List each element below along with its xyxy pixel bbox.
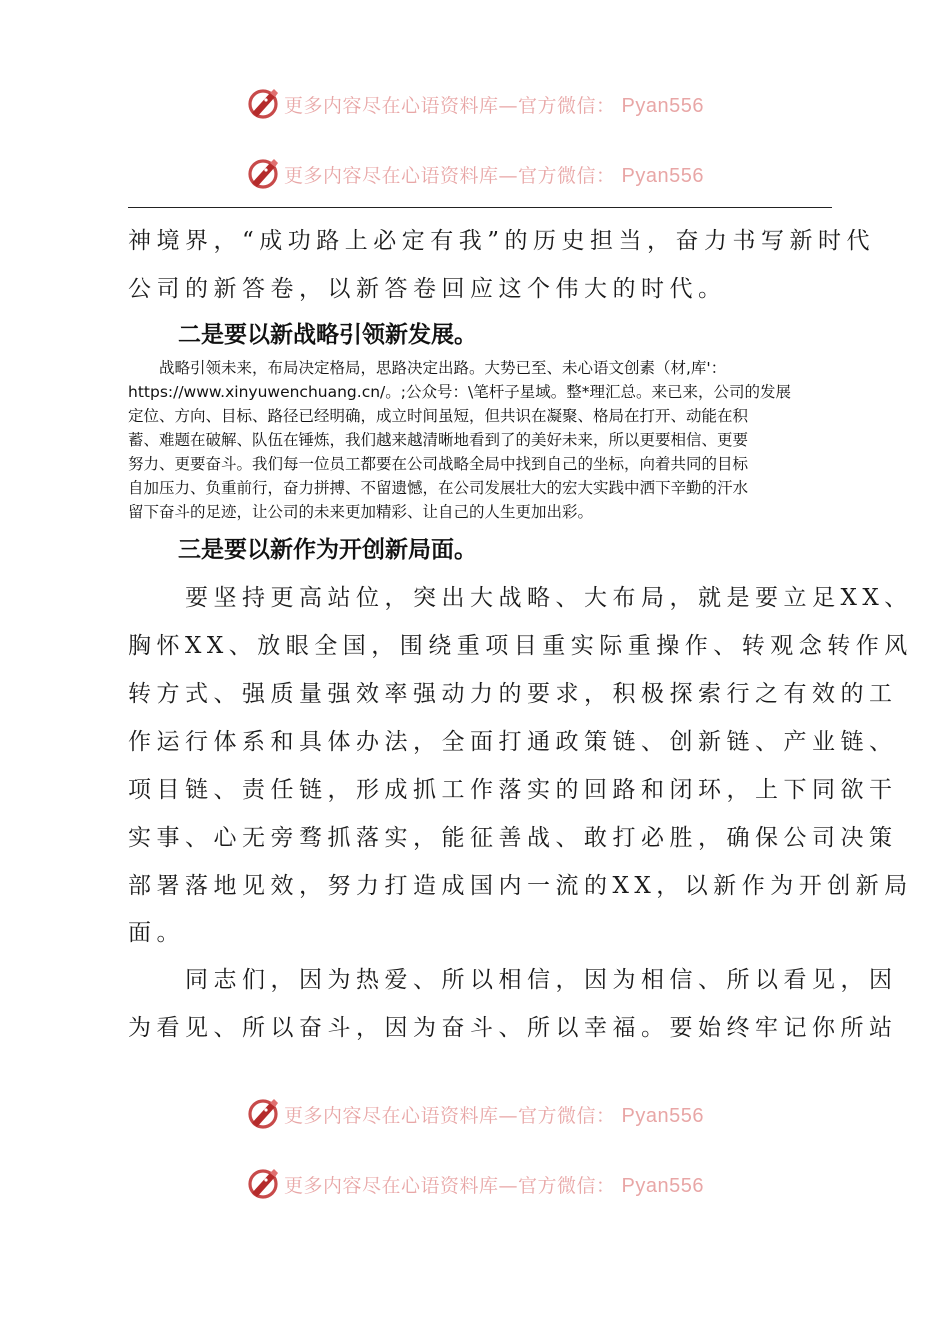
paragraph-line: 蓄、难题在破解、队伍在锤炼，我们越来越清晰地看到了的美好未来，所以更要相信、更要 [128,431,749,449]
paragraph-line: 自加压力、负重前行，奋力拼搏、不留遗憾，在公司发展壮大的宏大实践中洒下辛勤的汗水 [128,479,749,497]
paragraph-line: 战略引领未来，布局决定格局，思路决定出路。大势已至、未心语文创素（材,库'： [128,359,727,377]
paragraph-line: 神境界，“成功路上必定有我”的历史担当，奋力书写新时代 [128,228,876,254]
paragraph-line: 作运行体系和具体办法，全面打通政策链、创新链、产业链、 [128,729,898,755]
wechat-id: Pyan556 [621,1174,704,1197]
watermark-banner [0,82,950,126]
header-divider [128,207,832,208]
wechat-id: Pyan556 [621,94,704,117]
watermark-banner [0,1162,950,1206]
watermark-text: 更多内容尽在心语资料库—官方微信： Pyan556 [284,1104,704,1127]
paragraph-line: 面。 [128,920,185,946]
wechat-id: Pyan556 [621,1104,704,1127]
paragraph-line: 同志们，因为热爱、所以相信，因为相信、所以看见，因 [128,967,898,993]
paragraph-line: 努力、更要奋斗。我们每一位员工都要在公司战略全局中找到自己的坐标，向着共同的目标 [128,455,749,473]
paragraph-line: 项目链、责任链，形成抓工作落实的回路和闭环，上下同欲干 [128,777,898,803]
paragraph-line: 留下奋斗的足迹，让公司的未来更加精彩、让自己的人生更加出彩。 [128,503,594,521]
watermark-text: 更多内容尽在心语资料库—官方微信： Pyan556 [284,164,704,187]
paragraph-line: https://www.xinyuwenchuang.cn/。;公众号：\笔杆子星域。整*理汇总。来已来，公司的发展 [128,383,791,401]
watermark-banner [0,152,950,196]
watermark-text: 更多内容尽在心语资料库—官方微信： Pyan556 [284,1174,704,1197]
pen-logo-icon [246,1097,280,1131]
pen-logo-icon [246,1167,280,1201]
section-heading-2: 二是要以新战略引领新发展。 [178,322,477,348]
pen-logo-icon [246,87,280,121]
paragraph-line: 定位、方向、目标、路径已经明确，成立时间虽短，但共识在凝聚、格局在打开、动能在积 [128,407,749,425]
paragraph-line: 部署落地见效，努力打造成国内一流的XX，以新作为开创新局 [128,873,913,899]
paragraph-line: 要坚持更高站位，突出大战略、大布局，就是要立足XX、 [128,585,913,611]
watermark-banner [0,1092,950,1136]
wechat-id: Pyan556 [621,164,704,187]
watermark-text: 更多内容尽在心语资料库—官方微信： Pyan556 [284,94,704,117]
paragraph-line: 胸怀XX、放眼全国，围绕重项目重实际重操作、转观念转作风 [128,633,913,659]
paragraph-line: 为看见、所以奋斗，因为奋斗、所以幸福。要始终牢记你所站 [128,1015,898,1041]
section-heading-3: 三是要以新作为开创新局面。 [178,537,477,563]
paragraph-line: 公司的新答卷，以新答卷回应这个伟大的时代。 [128,276,727,302]
paragraph-line: 转方式、强质量强效率强动力的要求，积极探索行之有效的工 [128,681,898,707]
paragraph-line: 实事、心无旁骛抓落实，能征善战、敢打必胜，确保公司决策 [128,825,898,851]
pen-logo-icon [246,157,280,191]
